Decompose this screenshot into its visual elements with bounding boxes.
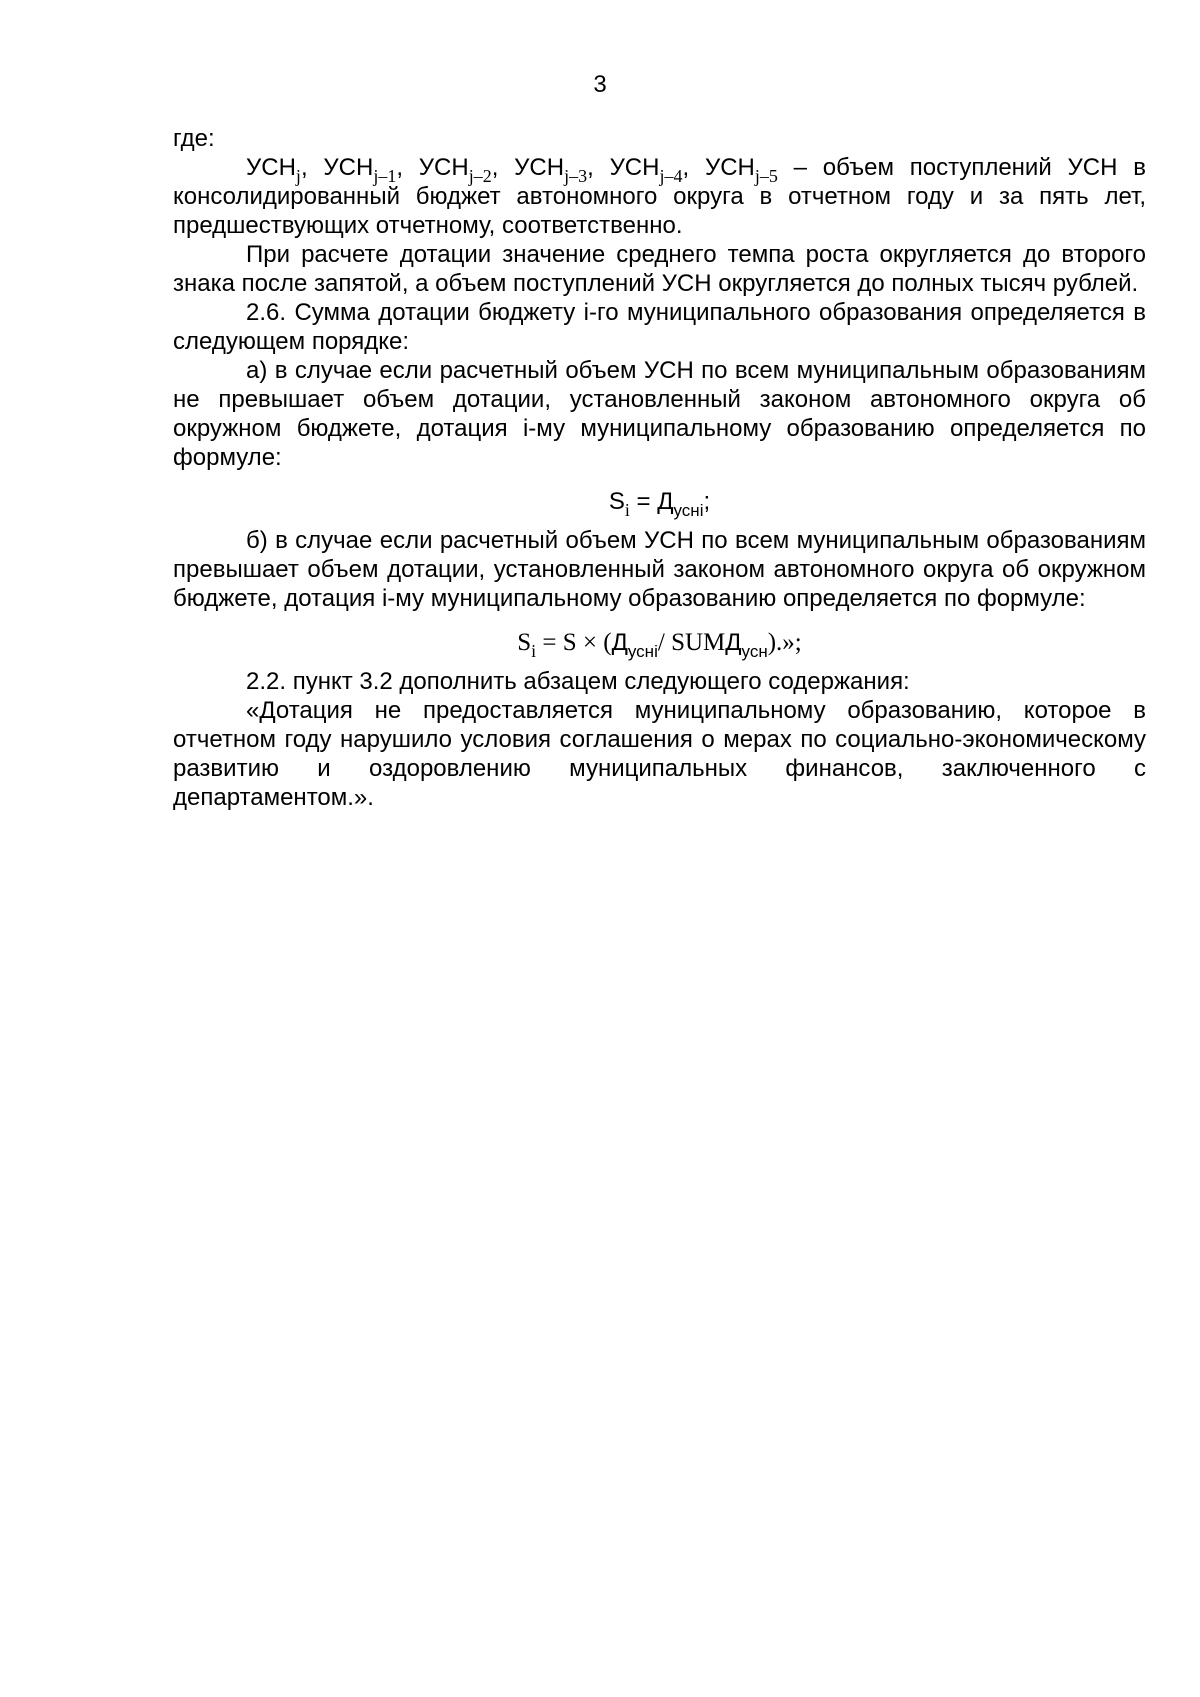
var-usn-j2: $УСН_{j-2}$: [418, 154, 492, 186]
clause-2-2: 2.2. пункт 3.2 дополнить абзацем следующего содержания:: [246, 668, 910, 695]
variables-description: – объем поступлений УСН в консолидированный бюджет автономного округа в отчетном году и за пять лет, предшествующих отчетному, соответственно.: [173, 154, 1146, 239]
intro-where: где:: [173, 125, 215, 152]
variables-definition: $УСН_j$, $УСН_{j-1}$, $УСН_{j-2}$, $УСН_{j-3}$, $УСН_{j-4}$, $УСН_{j-5}$ – объем поступлений УСН в консолидированный бюджет автономного округа в отчетном году и за пять лет, предшествующих отчетному, соответственно.: [173, 154, 1146, 239]
formula-a: $S_i = Д_{усні}$;: [608, 488, 711, 520]
var-usn-j4: $УСН_{j-4}$: [609, 154, 683, 186]
var-usn-j3: $УСН_{j-3}$: [514, 154, 588, 186]
rounding-paragraph: При расчете дотации значение среднего темпа роста округляется до второго знака после запятой, а объем поступлений УСН округляется до полных тысяч рублей.: [173, 241, 1146, 297]
quote-paragraph: «Дотация не предоставляется муниципальному образованию, которое в отчетном году нарушило условия соглашения о мерах по социально-экономическому развитию и оздоровлению муниципальных финансов, заключенного с департаментом.».: [173, 697, 1146, 811]
page-number: 3: [593, 71, 607, 98]
var-usn-j5: $УСН_{j-5}$: [704, 154, 778, 186]
document-body: [173, 124, 1146, 812]
case-a-paragraph: а) в случае если расчетный объем УСН по всем муниципальным образованиям не превышает объем дотации, установленный законом автономного округа об окружном бюджете, дотация i-му муниципальному образованию определяется по формуле:: [173, 357, 1146, 471]
formula-b: $S_i = S \times (Д_{усні}/$ $SUMД_{усн}$).»;: [517, 629, 802, 661]
clause-2-6: 2.6. Сумма дотации бюджету i-го муниципального образования определяется в следующем порядке:: [173, 299, 1146, 355]
var-usn-j: $УСН_j$: [246, 154, 301, 186]
case-b-paragraph: б) в случае если расчетный объем УСН по всем муниципальным образованиям превышает объем дотации, установленный законом автономного округа об окружном бюджете, дотация i-му муниципальному образованию определяется по формуле:: [173, 527, 1146, 612]
var-usn-j1: $УСН_{j-1}$: [323, 154, 397, 186]
